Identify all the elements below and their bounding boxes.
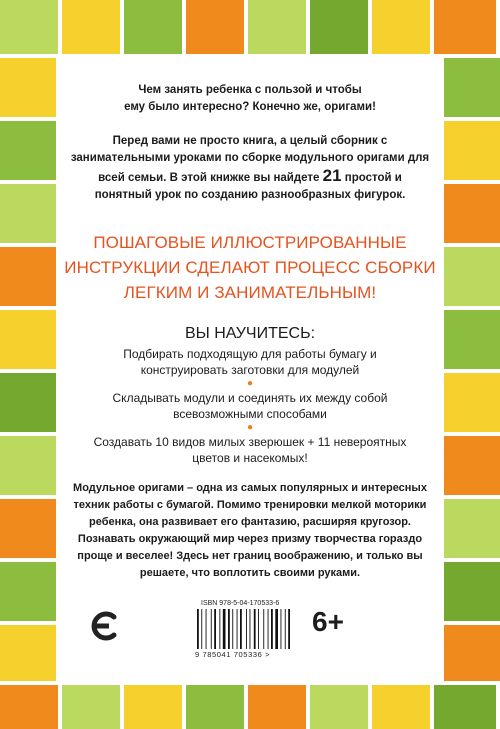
barcode-bar <box>288 609 290 649</box>
description-line: техник работы с бумагой. Помимо тренировки мелкой моторики <box>73 499 427 511</box>
frame-tile <box>0 184 56 243</box>
barcode-bar <box>275 609 278 649</box>
barcode-bar <box>232 609 233 649</box>
headline-line: ЛЕГКИМ И ЗАНИМАТЕЛЬНЫМ! <box>123 283 377 302</box>
intro-line: занимательными уроками по сборке модульного оригами для <box>70 152 430 164</box>
barcode-bar <box>197 609 199 649</box>
frame-tile <box>0 247 56 306</box>
barcode-bar <box>250 609 251 649</box>
description-line: Модульное оригами – одна из самых популярных и интересных <box>73 482 427 494</box>
cover-footer <box>60 598 440 658</box>
frame-tile <box>0 0 58 54</box>
barcode-bar <box>281 609 282 649</box>
skill-item-line: конструировать заготовки для модулей <box>140 363 360 377</box>
bullet-icon: ● <box>246 422 254 433</box>
description-text <box>60 480 440 582</box>
barcode-bar <box>223 609 226 649</box>
barcode-bar <box>240 609 242 649</box>
frame-tile <box>62 0 120 54</box>
skill-item <box>60 390 440 422</box>
frame-tile <box>124 0 182 54</box>
frame-tile <box>124 685 182 729</box>
skills-title: ВЫ НАУЧИТЕСЬ: <box>184 325 316 342</box>
frame-tile <box>444 184 500 243</box>
intro-line <box>60 167 440 187</box>
frame-tile <box>0 562 56 621</box>
frame-tile <box>186 685 244 729</box>
intro-line: понятный урок по созданию разнообразных фигурок. <box>94 189 406 201</box>
intro-line: Перед вами не просто книга, а целый сборник с <box>112 135 388 147</box>
frame-tile <box>0 121 56 180</box>
intro-line: Чем занять ребенка с пользой и чтобы <box>138 84 362 96</box>
description-line: проще и веселее! Здесь нет границ воображению, и только вы <box>77 550 423 562</box>
frame-tile <box>444 121 500 180</box>
barcode-bar <box>271 609 273 649</box>
frame-tile <box>444 247 500 306</box>
barcode-bar <box>254 609 256 649</box>
intro-line-part: простой и <box>341 172 402 184</box>
skill-item-line: Складывать модули и соединять их между собой <box>112 391 388 405</box>
bullet-icon: ● <box>246 378 254 389</box>
description-line: Познавать окружающий мир через призму творчества гораздо <box>77 533 423 545</box>
barcode-bar <box>228 609 230 649</box>
frame-tile <box>0 58 56 117</box>
frame-tile <box>434 685 496 729</box>
age-rating: 6+ <box>312 606 344 637</box>
frame-tile <box>434 0 496 54</box>
frame-tile <box>0 310 56 369</box>
barcode-bar <box>268 609 269 649</box>
barcode-number: 9 785041 705336 > <box>195 650 271 659</box>
barcode-bar <box>246 609 247 649</box>
lesson-count: 21 <box>322 166 342 185</box>
barcode-bar <box>285 609 286 649</box>
frame-tile <box>444 436 500 495</box>
frame-tile <box>444 562 500 621</box>
frame-tile <box>0 373 56 432</box>
barcode-bar <box>258 609 259 649</box>
barcode-bar <box>219 609 220 649</box>
isbn-label: ISBN 978-5-04-170533-6 <box>201 600 280 607</box>
headline-line: ИНСТРУКЦИИ СДЕЛАЮТ ПРОЦЕСС СБОРКИ <box>64 258 436 277</box>
frame-tile <box>0 685 58 729</box>
description-line: решаете, что воплотить своими руками. <box>139 567 361 579</box>
barcode-bar <box>237 609 238 649</box>
intro-line-part: всей семьи. В этой книжке вы найдете <box>98 172 323 184</box>
frame-tile <box>444 58 500 117</box>
frame-tile <box>248 0 306 54</box>
frame-tile <box>372 685 430 729</box>
frame-tile <box>444 625 500 681</box>
frame-tile <box>186 0 244 54</box>
skill-item <box>60 434 440 466</box>
skill-item-line: Создавать 10 видов милых зверюшек + 11 невероятных <box>93 435 407 449</box>
barcode-image <box>195 609 291 649</box>
skill-item-line: Подбирать подходящую для работы бумагу и <box>123 347 377 361</box>
frame-tile <box>310 0 368 54</box>
frame-tile <box>248 685 306 729</box>
frame-tile <box>62 685 120 729</box>
barcode-bar <box>201 609 202 649</box>
description-line: ребенка, она развивает его фантазию, расширяя кругозор. <box>89 516 411 528</box>
skills-list <box>60 324 440 466</box>
frame-tile <box>310 685 368 729</box>
headline <box>60 230 440 305</box>
intro-line: ему было интересно? Конечно же, оригами! <box>124 101 376 113</box>
frame-tile <box>444 310 500 369</box>
skill-item-line: цветов и насекомых! <box>192 451 308 465</box>
barcode-block <box>195 600 291 659</box>
barcode-bar <box>206 609 207 649</box>
eksmo-logo-icon <box>84 604 128 648</box>
frame-tile <box>0 499 56 558</box>
frame-tile <box>444 499 500 558</box>
barcode-bar <box>214 609 216 649</box>
skill-item <box>60 346 440 378</box>
frame-tile <box>444 373 500 432</box>
frame-tile <box>0 625 56 681</box>
back-cover-panel <box>60 58 440 681</box>
headline-line: ПОШАГОВЫЕ ИЛЛЮСТРИРОВАННЫЕ <box>93 233 407 252</box>
barcode-bar <box>211 609 212 649</box>
barcode-bar <box>263 609 264 649</box>
frame-tile <box>0 436 56 495</box>
frame-tile <box>372 0 430 54</box>
intro-text <box>60 82 440 204</box>
skill-item-line: всевозможными способами <box>173 407 327 421</box>
